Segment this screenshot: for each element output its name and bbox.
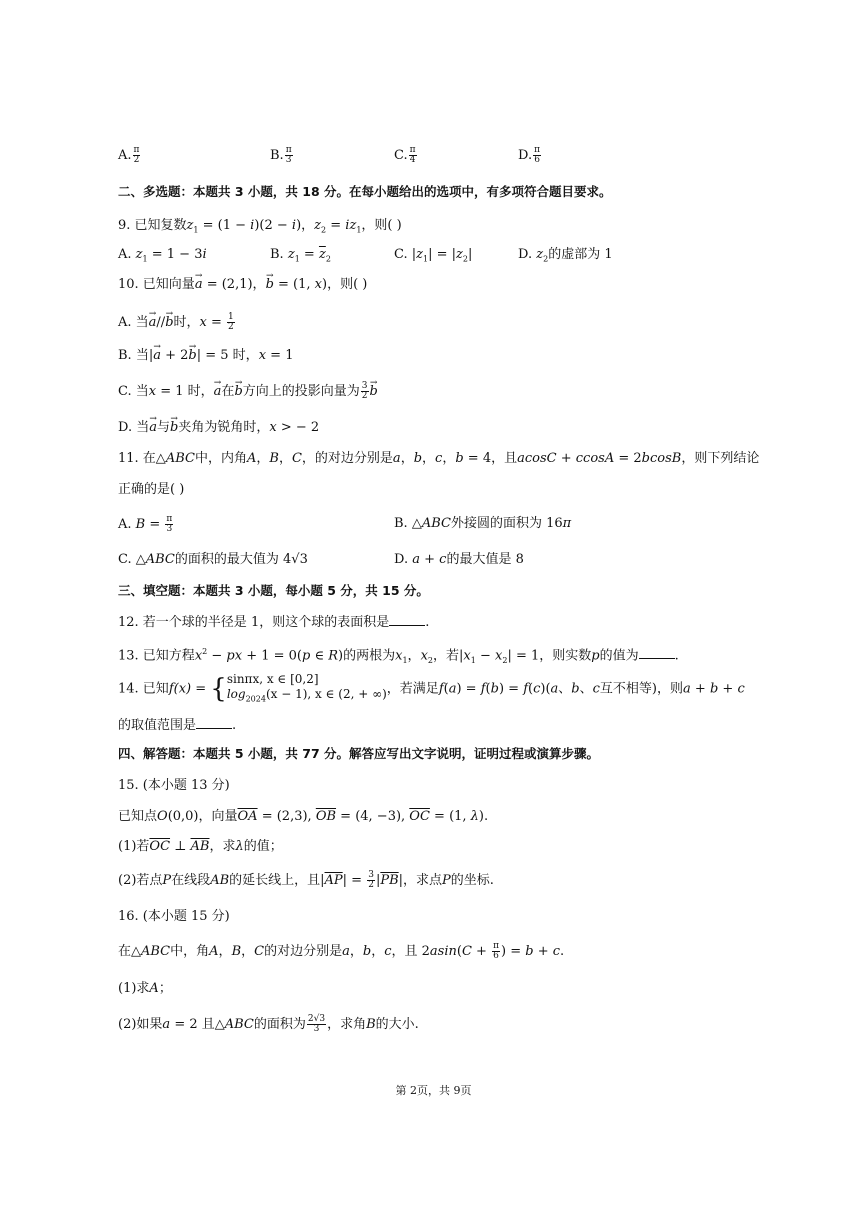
q10-option-b: B. 当|→ a + 2→ b| = 5 时，x = 1 — [118, 347, 293, 365]
q14-stem-line-2: 的取值范围是 . — [118, 718, 237, 733]
q8-option-a: A. $\frac{\pi}{2}$ — [118, 145, 140, 165]
q9-option-b: B. $z_1 = \overline{z}_2$ — [270, 247, 331, 264]
q11-stem-line-1: 11. 在△ABC中，内角A，B，C，的对边分别是a，b，c，b = 4，且acosC + ccosA = 2bcosB，则下列结论 — [118, 451, 760, 466]
q15-part-1: (1)若$\overline{OC}$ ⊥ $\overline{AB}$，求λ的值； — [118, 839, 283, 854]
q10-option-a: A. 当→ a//→ b时，x = $\frac{1}{2}$ — [118, 313, 236, 332]
q10-option-d: D. 当→ a与→ b夹角为锐角时，x > − 2 — [118, 419, 319, 437]
q12-answer-blank[interactable] — [389, 613, 425, 626]
q8-option-c: C. $\frac{\pi}{4}$ — [394, 145, 416, 165]
q11-option-d: D. a + c的最大值是 8 — [394, 552, 524, 567]
q12-stem: 12. 若一个球的半径是 1，则这个球的表面积是 . — [118, 615, 430, 630]
section-4-heading: 四、解答题：本题共 5 小题，共 77 分。解答应写出文字说明，证明过程或演算步骤。 — [118, 746, 600, 761]
q9-option-d: D. $z_2$的虚部为 1 — [518, 247, 613, 264]
q11-option-a: A. B = $\frac{\pi}{3}$ — [118, 514, 173, 534]
q16-part-2: (2)如果a = 2 且△ABC的面积为 $\frac{2√3}{3}$ ，求角B的大小. — [118, 1014, 419, 1034]
q8-option-b: B. $\frac{\pi}{3}$ — [270, 145, 292, 165]
section-3-heading: 三、填空题：本题共 3 小题，每小题 5 分，共 15 分。 — [118, 583, 429, 598]
q14-stem-line-1: 14. 已知f(x) = { sinπx, x ∈ [0,2] $\log_{2024}(x - 1)$, x ∈ (2, + ∞) ，若满足f(a) = f(b) = f(c)(a、b、c互不相等)，则a + b + c — [118, 672, 745, 705]
q16-part-1: (1)求A； — [118, 981, 172, 996]
q9-option-c: C. $|z_1| = |z_2|$ — [394, 247, 473, 264]
q16-stem: 在△ABC中，角A，B，C的对边分别是a，b，c，且 2asin(C + $\frac{\pi}{6}$ ) = b + c. — [118, 941, 565, 961]
q11-option-c: C. △ABC的面积的最大值为 4√3 — [118, 552, 308, 567]
q14-answer-blank[interactable] — [196, 716, 232, 729]
q13-answer-blank[interactable] — [639, 646, 675, 659]
q8-option-d: D. $\frac{\pi}{6}$ — [518, 145, 541, 165]
page-footer: 第 2页，共 9页 — [395, 1084, 472, 1097]
q15-title: 15. (本小题 13 分) — [118, 778, 230, 793]
q16-title: 16. (本小题 15 分) — [118, 909, 230, 924]
q10-option-c: C. 当x = 1 时，→ a在→ b方向上的投影向量为 $\frac{3}{2}$ → b — [118, 382, 378, 401]
section-2-heading: 二、多选题：本题共 3 小题，共 18 分。在每小题给出的选项中，有多项符合题目要求。 — [118, 184, 612, 199]
q13-stem: 13. 已知方程$x^2$ − px + 1 = 0(p ∈ R)的两根为$x_1$，$x_2$，若$|x_1 - x_2| = 1$，则实数p的值为 . — [118, 647, 679, 665]
q15-part-2: (2)若点P在线段AB的延长线上，且$|\overline{AP}|$ = $\frac{3}{2}$ $|\overline{PB}|$，求点P的坐标. — [118, 870, 494, 890]
q9-stem: 9. 已知复数$z_1 = (1 - i)(2 - i)$，$z_2 = iz_1$，则( ) — [118, 218, 402, 235]
q11-option-b: B. △ABC外接圆的面积为 16π — [394, 516, 572, 531]
q11-stem-line-2: 正确的是( ) — [118, 482, 185, 497]
q15-stem: 已知点O(0,0)，向量$\overline{OA} = (2,3)$, $\overline{OB} = (4$, −3), $\overline{OC} = (1$, λ). — [118, 809, 489, 824]
q10-stem: 10. 已知向量→ a = (2,1)，→ b = (1, x)，则( ) — [118, 276, 367, 294]
q9-option-a: A. $z_1 = 1 - 3i$ — [118, 247, 207, 264]
